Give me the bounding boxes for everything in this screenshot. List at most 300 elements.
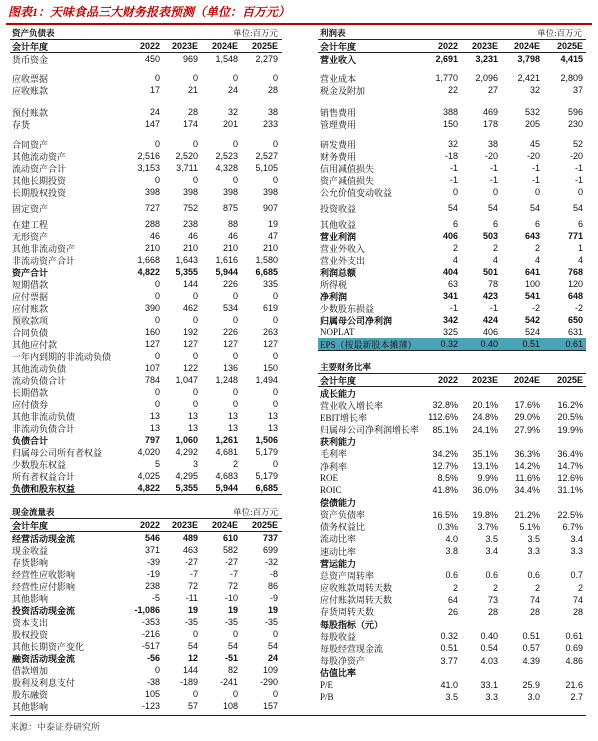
fiscal-year-label: 会计年度 (320, 41, 357, 52)
value-2025e: 4,415 (560, 54, 583, 64)
value-2025e: 1 (577, 243, 583, 253)
value-2023e: 238 (182, 219, 198, 229)
table-row (318, 399, 586, 411)
year-header-2022: 2022 (437, 41, 458, 51)
row-label: 短期借款 (12, 279, 49, 290)
row-label: 流动负债合计 (12, 375, 67, 386)
value-2023e: 5,355 (175, 267, 198, 277)
row-label: 其他长期投资 (12, 175, 67, 186)
value-2023e: 57 (187, 701, 198, 711)
value-2023e: 28 (187, 107, 198, 117)
value-2023e: 0.40 (480, 339, 498, 349)
value-2025e: 650 (567, 315, 583, 325)
value-2025e: 86 (267, 581, 278, 591)
category-row (318, 557, 586, 569)
value-2025e: -35 (264, 617, 278, 627)
row-label: 流动比率 (320, 534, 357, 545)
value-2024e: 0 (232, 291, 238, 301)
value-2022: 54 (447, 203, 458, 213)
row-label: 资产减值损失 (320, 175, 375, 186)
value-2023e: 969 (182, 54, 198, 64)
row-label: 其他影响 (12, 593, 49, 604)
row-label: 无形资产 (12, 231, 49, 242)
value-2022: 13 (149, 423, 160, 433)
value-2024e: 541 (524, 291, 540, 301)
year-header-2022: 2022 (139, 520, 160, 530)
value-2025e: -8 (269, 569, 278, 579)
value-2025e: 16.2% (557, 400, 583, 411)
fiscal-year-label: 会计年度 (320, 375, 357, 386)
row-label: 应收票据 (12, 73, 49, 84)
row-label: 非流动负债合计 (12, 423, 76, 434)
row-label: 财务费用 (320, 151, 357, 162)
value-2023e: 33.1 (480, 679, 498, 690)
value-2024e: 2 (534, 582, 540, 593)
table-row (10, 398, 282, 410)
value-2022: 147 (144, 119, 160, 129)
row-label: 长期股权投资 (12, 187, 67, 198)
value-2025e: 2,527 (255, 151, 278, 161)
row-label: 归属母公司净利润 (320, 315, 393, 326)
value-2025e: 2 (577, 582, 583, 593)
value-2023e: 78 (487, 279, 498, 289)
year-header-2023e: 2023E (471, 41, 498, 51)
row-label: EBIT增长率 (320, 412, 367, 423)
value-2023e: 0 (192, 629, 198, 639)
value-2024e: 28 (529, 606, 540, 617)
value-2022: 0 (154, 291, 160, 301)
value-2022: 41.8% (432, 485, 458, 496)
value-2023e: -20 (484, 151, 498, 161)
value-2024e: 13 (227, 411, 238, 421)
value-2023e: 12 (187, 653, 198, 663)
table-row (318, 53, 586, 65)
value-2022: 388 (442, 107, 458, 117)
table-row (318, 545, 586, 557)
value-2023e: 20.1% (472, 400, 498, 411)
table-row (318, 278, 586, 290)
value-2024e: -1 (531, 175, 540, 185)
value-2024e: 4,681 (215, 447, 238, 457)
table-row (10, 350, 282, 362)
section-title: 现金流量表 (12, 507, 55, 517)
value-2024e: 0 (232, 73, 238, 83)
value-2024e: 25.9 (522, 679, 540, 690)
row-spacer (10, 96, 282, 106)
value-2025e: 0.61 (565, 339, 583, 349)
value-2024e: 2 (232, 459, 238, 469)
value-2022: 34.2% (432, 448, 458, 459)
row-label: 预收款项 (12, 315, 49, 326)
value-2025e: -2 (574, 303, 583, 313)
year-header-2025e: 2025E (556, 375, 583, 385)
cash-flow-table (10, 506, 282, 712)
row-spacer (318, 96, 586, 106)
year-header-2023e: 2023E (171, 520, 198, 530)
value-2025e: -32 (264, 557, 278, 567)
row-label: 货币资金 (12, 54, 49, 65)
value-2025e: 38 (267, 107, 278, 117)
value-2025e: 19.9% (557, 424, 583, 435)
value-2024e: 0.57 (522, 643, 540, 654)
row-label: 营业利润 (320, 231, 357, 242)
row-label: NOPLAT (320, 327, 355, 337)
value-2025e: 37 (572, 85, 583, 95)
value-2024e: 46 (227, 231, 238, 241)
value-2024e: 3,798 (517, 54, 540, 64)
value-2022: 41.0 (440, 679, 458, 690)
value-2024e: 36.3% (514, 448, 540, 459)
value-2024e: 127 (222, 339, 238, 349)
value-2023e: 3,231 (475, 54, 498, 64)
row-label: 融资活动现金流 (12, 653, 76, 664)
value-2023e: 2,520 (175, 151, 198, 161)
value-2025e: 52 (572, 139, 583, 149)
value-2024e: 82 (227, 665, 238, 675)
value-2024e: 582 (222, 545, 238, 555)
value-2025e: 109 (262, 665, 278, 675)
value-2024e: 641 (524, 267, 540, 277)
value-2024e: 24 (227, 85, 238, 95)
value-2024e: 29.0% (514, 412, 540, 423)
category-row (318, 436, 586, 448)
value-2023e: 3.3 (485, 691, 498, 702)
row-label: 长期借款 (12, 387, 49, 398)
value-2023e: 3 (192, 459, 198, 469)
value-2022: 371 (144, 545, 160, 555)
value-2023e: 19 (187, 605, 198, 615)
row-label: 借款增加 (12, 665, 49, 676)
value-2023e: 463 (182, 545, 198, 555)
value-2025e: 771 (567, 231, 583, 241)
value-2024e: 6 (534, 219, 540, 229)
value-2022: 390 (144, 303, 160, 313)
value-2024e: 205 (524, 119, 540, 129)
value-2023e: 9.9% (477, 473, 498, 484)
value-2024e: 136 (222, 363, 238, 373)
table-row (10, 314, 282, 326)
value-2025e: -1 (574, 163, 583, 173)
fiscal-year-header-row (318, 374, 586, 387)
table-row (318, 569, 586, 581)
table-row (318, 314, 586, 326)
row-label: 营运能力 (320, 558, 357, 569)
row-label: 偿债能力 (320, 497, 357, 508)
row-label: 应收账款周转天数 (320, 583, 393, 594)
value-2023e: 0 (192, 689, 198, 699)
section-header (10, 27, 282, 40)
value-2023e: 54 (487, 203, 498, 213)
value-2024e: 2,421 (517, 73, 540, 83)
value-2024e: 54 (529, 203, 540, 213)
value-2022: 150 (442, 119, 458, 129)
value-2022: 6 (452, 219, 458, 229)
value-2022: 4,822 (137, 267, 160, 277)
row-label: 其他流动负债 (12, 363, 67, 374)
table-row (10, 580, 282, 592)
table-row (318, 582, 586, 594)
year-header-2023e: 2023E (171, 41, 198, 51)
value-2023e: 469 (482, 107, 498, 117)
table-body (10, 53, 282, 495)
value-2022: 13 (149, 411, 160, 421)
table-row (10, 302, 282, 314)
value-2025e: -1 (574, 175, 583, 185)
row-label: 少数股东损益 (320, 303, 375, 314)
value-2022: 105 (144, 689, 160, 699)
value-2023e: 0 (192, 175, 198, 185)
value-2024e: 5,944 (215, 267, 238, 277)
value-2024e: -2 (531, 303, 540, 313)
value-2022: 2 (452, 582, 458, 593)
value-2025e: 907 (262, 203, 278, 213)
value-2025e: 0 (272, 387, 278, 397)
table-row (318, 509, 586, 521)
value-2022: 63 (447, 279, 458, 289)
value-2023e: 28 (487, 606, 498, 617)
table-row (10, 106, 282, 118)
row-label: 应付票据 (12, 291, 49, 302)
row-label: 公允价值变动收益 (320, 187, 393, 198)
row-label: 管理费用 (320, 119, 357, 130)
value-2023e: 503 (482, 231, 498, 241)
value-2025e: 1,580 (255, 255, 278, 265)
table-row (318, 150, 586, 162)
value-2025e: 36.4% (557, 448, 583, 459)
value-2024e: 1,548 (215, 54, 238, 64)
row-label: 经营性应付影响 (12, 581, 76, 592)
value-2025e: 230 (567, 119, 583, 129)
value-2023e: 24.8% (472, 412, 498, 423)
value-2023e: 0 (192, 387, 198, 397)
value-2025e: 0.7 (570, 570, 583, 581)
value-2024e: 27.9% (514, 424, 540, 435)
value-2024e: 13 (227, 423, 238, 433)
table-row (10, 628, 282, 640)
value-2025e: 5,179 (255, 447, 278, 457)
value-2023e: 0 (192, 399, 198, 409)
value-2022: 341 (442, 291, 458, 301)
row-label: 毛利率 (320, 449, 348, 460)
table-row (10, 218, 282, 230)
value-2023e: 73 (487, 594, 498, 605)
value-2024e: 100 (524, 279, 540, 289)
row-label: 归属母公司净利润增长率 (320, 425, 420, 436)
value-2025e: 6.7% (562, 521, 583, 532)
value-2022: 26 (447, 606, 458, 617)
value-2025e: 74 (572, 594, 583, 605)
row-label: 销售费用 (320, 107, 357, 118)
table-row (318, 654, 586, 666)
year-header-2024e: 2024E (211, 520, 238, 530)
table-row (318, 423, 586, 435)
value-2025e: 20.5% (557, 412, 583, 423)
value-2022: -1 (449, 175, 458, 185)
value-2023e: -189 (179, 677, 198, 687)
row-label: 固定资产 (12, 203, 49, 214)
row-label: 投资活动现金流 (12, 605, 76, 616)
value-2022: 546 (144, 533, 160, 543)
value-2022: 3,153 (137, 163, 160, 173)
value-2022: 4,822 (137, 483, 160, 493)
row-label: 经营性应收影响 (12, 569, 76, 580)
value-2023e: -1 (489, 175, 498, 185)
row-label: 应付账款 (12, 303, 49, 314)
value-2024e: 108 (222, 701, 238, 711)
value-2022: -123 (141, 701, 160, 711)
table-row (318, 202, 586, 214)
value-2022: 0 (154, 73, 160, 83)
value-2022: 8.5% (437, 473, 458, 484)
value-2023e: 3,711 (176, 163, 198, 173)
value-2022: 16.5% (432, 509, 458, 520)
value-2025e: 0.69 (565, 643, 583, 654)
table-row (10, 278, 282, 290)
table-row (318, 642, 586, 654)
value-2022: 0.51 (440, 643, 458, 654)
value-2022: 2,516 (137, 151, 160, 161)
value-2022: 22 (447, 85, 458, 95)
table-row (10, 592, 282, 604)
fiscal-year-header-row (318, 40, 586, 53)
value-2022: 0 (154, 351, 160, 361)
value-2022: -1,086 (134, 605, 160, 615)
value-2024e: 534 (222, 303, 238, 313)
row-label: 股东融资 (12, 689, 49, 700)
value-2022: 0 (154, 175, 160, 185)
table-row (10, 326, 282, 338)
row-label: 流动资产合计 (12, 163, 67, 174)
value-2023e: 752 (182, 203, 198, 213)
value-2023e: 3.4 (485, 546, 498, 557)
value-2023e: 1,060 (175, 435, 198, 445)
value-2025e: 2.7 (570, 691, 583, 702)
value-2023e: 178 (482, 119, 498, 129)
value-2025e: 150 (262, 363, 278, 373)
value-2024e: -51 (224, 653, 238, 663)
row-label: 估值比率 (320, 668, 357, 679)
table-row (10, 72, 282, 84)
row-label: 每股指标（元） (320, 619, 384, 630)
fiscal-year-header-row (10, 40, 282, 53)
table-row (318, 162, 586, 174)
unit-label: 单位:百万元 (233, 507, 278, 517)
value-2024e: 5.1% (519, 521, 540, 532)
table-row (10, 362, 282, 374)
value-2024e: 610 (222, 533, 238, 543)
row-label: 每股经营现金流 (320, 643, 384, 654)
value-2025e: 768 (567, 267, 583, 277)
row-label: 营业收入 (320, 54, 357, 65)
table-row (10, 652, 282, 664)
bottom-divider (10, 715, 586, 716)
value-2024e: 45 (529, 139, 540, 149)
value-2023e: 38 (487, 139, 498, 149)
value-2025e: 6 (577, 219, 583, 229)
financial-ratios-table (318, 361, 586, 703)
row-label: 营业成本 (320, 73, 357, 84)
row-label: 总资产周转率 (320, 570, 375, 581)
year-header-2022: 2022 (139, 41, 160, 51)
section-header (318, 27, 586, 40)
row-label: P/E (320, 679, 334, 690)
table-row (10, 688, 282, 700)
table-row (318, 484, 586, 496)
fiscal-year-label: 会计年度 (12, 41, 49, 52)
value-2022: 727 (144, 203, 160, 213)
value-2022: -517 (141, 641, 160, 651)
value-2022: 127 (144, 339, 160, 349)
table-row (318, 84, 586, 96)
value-2023e: 174 (182, 119, 198, 129)
table-row (10, 290, 282, 302)
value-2024e: 0 (232, 139, 238, 149)
table-row (318, 230, 586, 242)
row-label: 在建工程 (12, 219, 49, 230)
value-2022: 0.32 (440, 339, 458, 349)
row-label: 利润总额 (320, 267, 357, 278)
table-row (318, 118, 586, 130)
value-2022: 32.8% (432, 400, 458, 411)
unit-label: 单位:百万元 (233, 28, 278, 38)
row-label: 营业外收入 (320, 243, 366, 254)
eps-highlight-row (318, 338, 586, 350)
value-2022: 0 (452, 187, 458, 197)
value-2025e: 0 (577, 187, 583, 197)
row-label: 应收账款 (12, 85, 49, 96)
value-2025e: 5,179 (255, 471, 278, 481)
value-2024e: 21.2% (514, 509, 540, 520)
value-2022: 0 (154, 139, 160, 149)
value-2023e: 423 (482, 291, 498, 301)
year-header-2022: 2022 (437, 375, 458, 385)
row-label: 其他影响 (12, 701, 49, 712)
value-2024e: 0 (534, 187, 540, 197)
value-2022: 238 (144, 581, 160, 591)
value-2025e: 0.61 (565, 631, 583, 642)
value-2022: 0 (154, 665, 160, 675)
balance-sheet-table (10, 27, 282, 495)
value-2024e: 3.0 (527, 691, 540, 702)
value-2022: 2,691 (435, 54, 458, 64)
value-2022: 450 (144, 54, 160, 64)
value-2022: 210 (144, 243, 160, 253)
table-row (10, 174, 282, 186)
table-row (318, 472, 586, 484)
row-label: 营业收入增长率 (320, 400, 384, 411)
value-2025e: 0 (272, 291, 278, 301)
value-2023e: 0.6 (485, 570, 498, 581)
value-2023e: 24.1% (472, 424, 498, 435)
row-label: 所有者权益合计 (12, 471, 76, 482)
row-label: 每股收益 (320, 631, 357, 642)
value-2025e: 737 (262, 533, 278, 543)
value-2025e: 13 (267, 423, 278, 433)
value-2024e: 0 (232, 399, 238, 409)
category-row (318, 667, 586, 679)
row-label: 应付债券 (12, 399, 49, 410)
table-row (10, 53, 282, 65)
value-2022: 3.8 (445, 546, 458, 557)
value-2022: 0.32 (440, 631, 458, 642)
fiscal-year-label: 会计年度 (12, 520, 49, 531)
value-2023e: 19.8% (472, 509, 498, 520)
value-2022: 46 (149, 231, 160, 241)
value-2023e: 27 (487, 85, 498, 95)
value-2022: 3.77 (440, 655, 458, 666)
value-2023e: 72 (187, 581, 198, 591)
table-row (318, 218, 586, 230)
